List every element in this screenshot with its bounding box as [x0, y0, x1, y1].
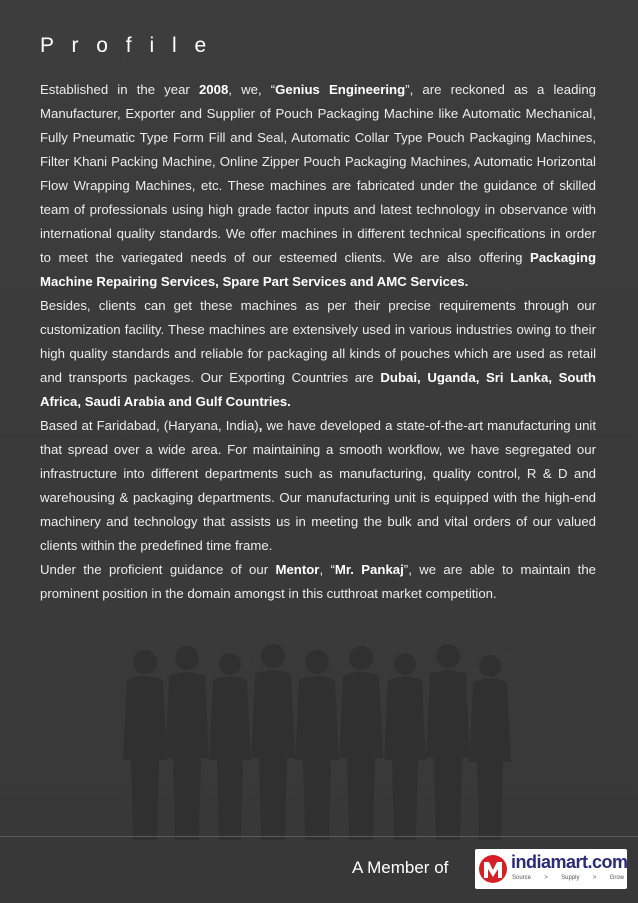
- indiamart-wordmark: indiamart.com: [511, 852, 628, 872]
- silhouette-person: [469, 655, 511, 840]
- text-run: we have developed a state-of-the-art manufacturing unit that spread over a wide area. For maintaining a smooth workflow, we have segregated our infrastructure into different departments such as manufacturing, quality control, R & D and warehousing & packaging departments. Our manufacturing unit is equipped with the high-end machinery and technology that assists us in meeting the bulk and vital orders of our valued clients within the predefined time frame.: [40, 418, 596, 553]
- profile-body: [40, 78, 596, 606]
- silhouette-person: [165, 646, 209, 840]
- bold-text: Dubai, Uganda, Sri Lanka, South Africa, Saudi Arabia and Gulf Countries.: [40, 370, 596, 409]
- text-run: Besides, clients can get these machines as per their precise requirements through our customization facility. These machines are extensively used in various industries owing to their high quality standards and reliable for packaging all kinds of pouches which are used as retail and transports packages. Our Exporting Countries are: [40, 298, 596, 385]
- text-run: Established in the year: [40, 82, 199, 97]
- text-run: ”, we are able to maintain the prominent position in the domain amongst in this cutthroat market competition.: [40, 562, 596, 601]
- text-run: Under the proficient guidance of our: [40, 562, 276, 577]
- silhouette-person: [339, 646, 383, 840]
- bold-text: Genius Engineering: [275, 82, 406, 97]
- bold-text: Packaging Machine Repairing Services, Spare Part Services and AMC Services.: [40, 250, 596, 289]
- indiamart-tagline: [512, 875, 624, 881]
- silhouette-person: [251, 644, 295, 840]
- indiamart-logo[interactable]: [475, 849, 627, 889]
- text-run: , we, “: [228, 82, 276, 97]
- bold-text: ,: [258, 418, 263, 433]
- text-run: Based at Faridabad, (Haryana, India): [40, 418, 259, 433]
- bold-text: Mentor: [275, 562, 320, 577]
- bold-text: 2008: [198, 82, 229, 97]
- silhouette-person: [295, 650, 339, 840]
- bold-text: Mr. Pankaj: [334, 562, 404, 577]
- silhouette-person: [426, 644, 470, 840]
- profile-paragraph: [40, 78, 596, 294]
- member-of-label: A Member of: [352, 858, 449, 877]
- tagline-word: >: [592, 875, 597, 881]
- page-title: P r o f i l e: [40, 34, 213, 57]
- tagline-word: Supply: [561, 875, 580, 881]
- footer-divider: [0, 836, 638, 837]
- silhouette-person: [384, 653, 426, 840]
- text-run: ”, are reckoned as a leading Manufacturer, Exporter and Supplier of Pouch Packaging Machine like Automatic Mechanical, Fully Pneumatic Type Form Fill and Seal, Automatic Collar Type Pouch Packaging Machines, Filter Khani Packing Machine, Online Zipper Pouch Packaging Machines, Automatic Horizontal Flow Wrapping Machines, etc. These machines are fabricated under the guidance of skilled team of professionals using high grade factor inputs and latest technology in observance with international quality standards. We offer machines in different technical specifications in order to meet the variegated needs of our esteemed clients. We are also offering: [40, 82, 596, 265]
- silhouette-person: [123, 650, 167, 840]
- profile-paragraph: [40, 558, 596, 606]
- indiamart-m-icon: [478, 852, 508, 886]
- silhouette-person: [209, 653, 251, 840]
- text-run: , “: [319, 562, 335, 577]
- tagline-word: Source: [512, 875, 532, 881]
- tagline-word: Grow: [609, 875, 624, 881]
- profile-paragraph: [40, 294, 596, 414]
- tagline-word: >: [544, 875, 548, 881]
- business-people-silhouette-image: [115, 640, 515, 840]
- profile-paragraph: [40, 414, 596, 558]
